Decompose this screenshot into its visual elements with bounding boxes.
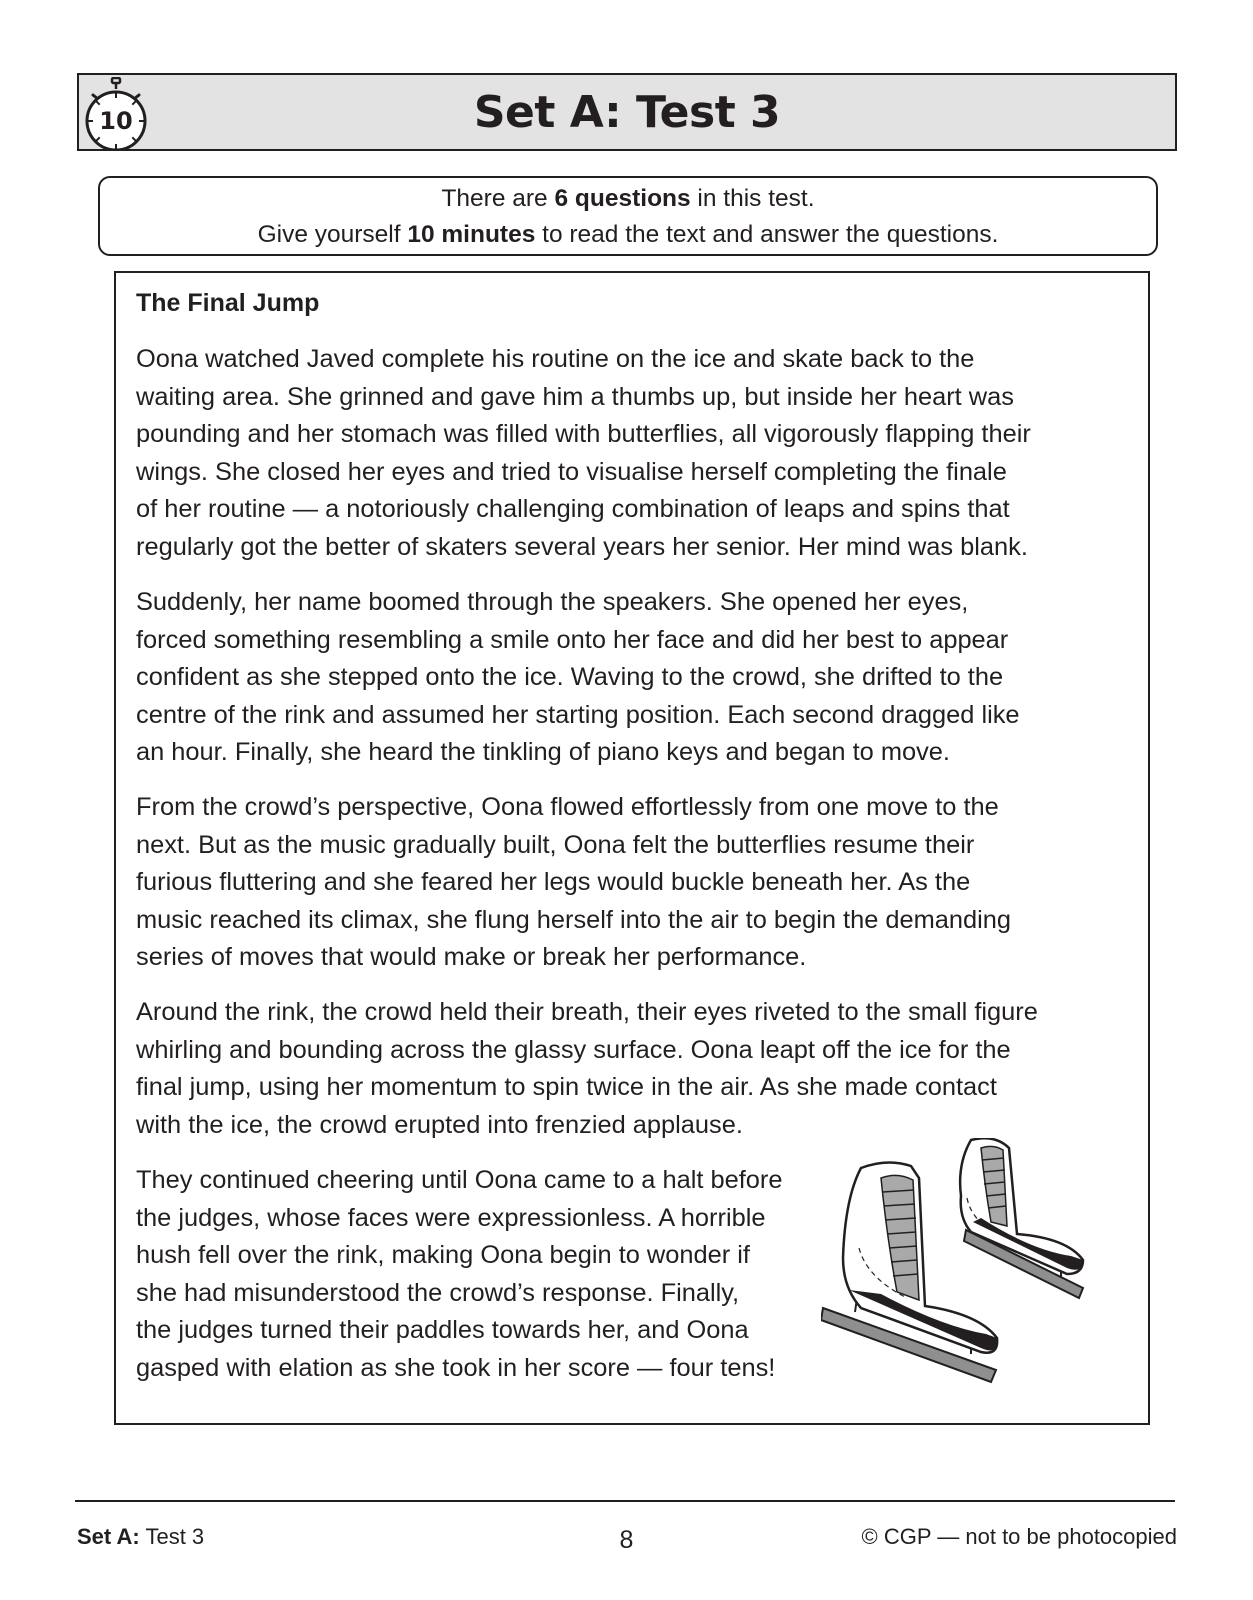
text-line: the judges turned their paddles towards her, and Oona: [136, 1316, 749, 1344]
footer-divider: [75, 1500, 1175, 1502]
passage-box: [114, 271, 1150, 1425]
time-allowance: 10 minutes: [407, 221, 536, 248]
copyright-notice: © CGP — not to be photocopied: [861, 1524, 1177, 1549]
text-line: Suddenly, her name boomed through the speakers. She opened her eyes,: [136, 588, 969, 616]
text-line: pounding and her stomach was filled with butterflies, all vigorously flapping their: [136, 420, 1031, 448]
footer-set-label: Set A:: [77, 1524, 140, 1549]
paragraph-4: [136, 994, 1038, 1144]
text-line: waiting area. She grinned and gave him a thumbs up, but inside her heart was: [136, 382, 1014, 411]
text-line: whirling and bounding across the glassy surface. Oona leapt off the ice for the: [136, 1035, 1011, 1064]
text-line: next. But as the music gradually built, Oona felt the butterflies resume their: [136, 830, 975, 859]
paragraph-1: [136, 341, 1031, 566]
passage-title: The Final Jump: [136, 289, 320, 317]
ice-skates-illustration: [821, 1138, 1126, 1393]
text-line: centre of the rink and assumed her starting position. Each second dragged like: [136, 700, 1020, 729]
paragraph-2: [136, 584, 1020, 772]
instructions-text: There are: [441, 185, 555, 212]
text-line: regularly got the better of skaters several years her senior. Her mind was blank.: [136, 532, 1028, 561]
text-line: Around the rink, the crowd held their breath, their eyes riveted to the small figure: [136, 998, 1038, 1026]
text-line: the judges, whose faces were expressionless. A horrible: [136, 1203, 766, 1232]
text-line: she had misunderstood the crowd’s response. Finally,: [136, 1278, 740, 1307]
instructions-text: to read the text and answer the questions.: [535, 221, 999, 248]
instructions-box: [98, 176, 1158, 256]
timer-minutes: 10: [99, 107, 133, 135]
paragraph-5: [136, 1162, 782, 1387]
instructions-line-1: [100, 181, 1156, 217]
instructions-text: in this test.: [690, 185, 815, 212]
text-line: Oona watched Javed complete his routine on the ice and skate back to the: [136, 345, 975, 373]
paragraph-3: [136, 789, 1011, 977]
text-line: furious fluttering and she feared her legs would buckle beneath her. As the: [136, 868, 971, 896]
text-line: an hour. Finally, she heard the tinkling of piano keys and began to move.: [136, 738, 950, 766]
text-line: From the crowd’s perspective, Oona flowed effortlessly from one move to the: [136, 793, 999, 821]
text-line: gasped with elation as she took in her score — four tens!: [136, 1353, 776, 1382]
page-title: Set A: Test 3: [473, 87, 781, 138]
instructions-text: Give yourself: [257, 221, 408, 248]
text-line: series of moves that would make or break her performance.: [136, 943, 807, 971]
page-number: 8: [619, 1526, 634, 1554]
back-skate-icon: [960, 1138, 1083, 1298]
text-line: confident as she stepped onto the ice. Waving to the crowd, she drifted to the: [136, 663, 1004, 691]
text-line: final jump, using her momentum to spin twice in the air. As she made contact: [136, 1073, 997, 1101]
footer-test-name: Test 3: [139, 1524, 205, 1549]
text-line: music reached its climax, she flung herself into the air to begin the demanding: [136, 905, 1012, 934]
instructions-line-2: [100, 217, 1156, 253]
text-line: of her routine — a notoriously challenging combination of leaps and spins that: [136, 495, 1010, 523]
text-line: hush fell over the rink, making Oona begin to wonder if: [136, 1241, 750, 1269]
text-line: They continued cheering until Oona came to a halt before: [136, 1166, 783, 1194]
text-line: with the ice, the crowd erupted into frenzied applause.: [136, 1110, 743, 1139]
text-line: wings. She closed her eyes and tried to visualise herself completing the finale: [136, 457, 1007, 486]
page-header: [77, 73, 1177, 151]
text-line: forced something resembling a smile onto her face and did her best to appear: [136, 625, 1009, 654]
question-count: 6 questions: [554, 185, 691, 212]
